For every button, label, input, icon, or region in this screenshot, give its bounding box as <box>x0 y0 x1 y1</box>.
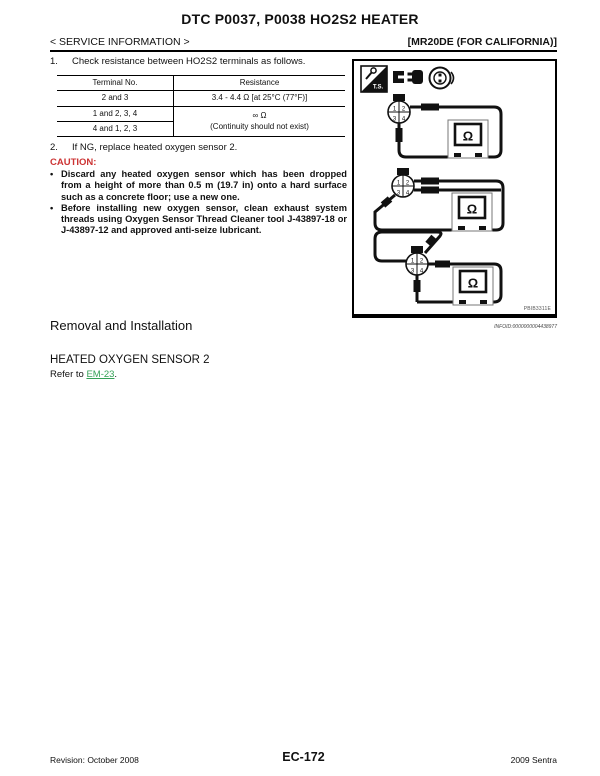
table-row <box>57 106 345 121</box>
model-label: 2009 Sentra <box>510 755 557 765</box>
pin-2: 2 <box>405 180 409 187</box>
connector-face-icon <box>429 68 453 89</box>
table-header-row <box>57 75 345 90</box>
pin-2: 2 <box>419 258 423 265</box>
refer-line <box>50 369 350 380</box>
connector-3 <box>406 246 428 275</box>
pin-3: 3 <box>410 268 414 275</box>
ohmmeter-3 <box>453 267 493 305</box>
step-1-text: Check resistance between HO2S2 terminals as follows. <box>72 56 306 67</box>
removal-section <box>50 318 350 380</box>
ts-tool-icon <box>361 66 387 92</box>
ohm-symbol: Ω <box>466 201 477 217</box>
service-information-label: < SERVICE INFORMATION > <box>50 36 190 48</box>
bullet-icon: • <box>50 202 54 213</box>
connector-1 <box>388 94 410 123</box>
circuit-diagram <box>355 62 555 310</box>
step-2-text: If NG, replace heated oxygen sensor 2. <box>72 142 238 154</box>
ohmmeter-1 <box>448 120 488 158</box>
caution-text: Before installing new oxygen sensor, clean exhaust system threads using Oxygen Sensor Thread Cleaner tool J-43897-18 or J-43897-12 and approved anti-seize lubricant. <box>61 202 347 236</box>
procedure-column <box>50 56 347 236</box>
header-row <box>50 36 557 48</box>
page-number: EC-172 <box>282 750 325 764</box>
ohm-symbol: Ω <box>462 128 473 144</box>
pin-4: 4 <box>401 116 405 123</box>
removal-heading: Removal and Installation <box>50 318 193 333</box>
page-title: DTC P0037, P0038 HO2S2 HEATER <box>181 11 419 27</box>
circuit-figure <box>352 59 557 318</box>
header-rule <box>50 50 557 52</box>
caution-list <box>50 169 347 236</box>
pin-3: 3 <box>396 190 400 197</box>
pin-1: 1 <box>410 258 414 265</box>
pin-4: 4 <box>405 190 409 197</box>
step-1-number: 1. <box>50 56 58 67</box>
bullet-icon: • <box>50 169 54 180</box>
em-23-link[interactable]: EM-23 <box>86 369 115 380</box>
figure-code: PBIB3311E <box>523 306 551 312</box>
pin-3: 3 <box>392 116 396 123</box>
removal-subheading: HEATED OXYGEN SENSOR 2 <box>50 354 210 366</box>
pin-1: 1 <box>396 180 400 187</box>
caution-label: CAUTION: <box>50 157 97 169</box>
engine-variant-label: [MR20DE (FOR CALIFORNIA)] <box>407 36 557 48</box>
resistance-table <box>57 75 345 138</box>
infoid-label: INFOID:0000000004438977 <box>494 324 557 330</box>
refer-prefix: Refer to <box>50 369 87 380</box>
terminal-cell: 1 and 2, 3, 4 <box>57 106 174 121</box>
page-footer <box>50 750 557 768</box>
resistance-merged-cell <box>174 106 346 137</box>
terminal-column-header: Terminal No. <box>57 75 174 90</box>
resistance-value: ∞ Ω <box>252 110 267 120</box>
disconnect-connector-icon <box>393 70 423 84</box>
caution-item <box>50 169 347 202</box>
connector-2 <box>392 168 414 197</box>
pin-4: 4 <box>419 268 423 275</box>
caution-item <box>50 203 347 236</box>
pin-2: 2 <box>401 106 405 113</box>
refer-suffix: . <box>114 369 118 380</box>
step-2 <box>50 142 347 154</box>
ohm-symbol: Ω <box>467 275 478 291</box>
terminal-cell: 4 and 1, 2, 3 <box>57 122 174 137</box>
revision-label: Revision: October 2008 <box>50 755 139 765</box>
resistance-cell: 3.4 - 4.4 Ω [at 25°C (77°F)] <box>174 91 346 106</box>
resistance-note: (Continuity should not exist) <box>210 121 309 131</box>
resistance-column-header: Resistance <box>174 75 346 90</box>
table-row <box>57 91 345 106</box>
ohmmeter-2 <box>452 193 492 231</box>
pin-1: 1 <box>392 106 396 113</box>
ts-label: T.S. <box>372 84 383 91</box>
terminal-cell: 2 and 3 <box>57 91 174 106</box>
caution-text: Discard any heated oxygen sensor which has been dropped from a height of more than 0.5 m (19.7 in) onto a hard surface such as a concrete floor; use a new one. <box>61 169 347 202</box>
step-2-number: 2. <box>50 142 58 154</box>
step-1 <box>50 56 347 68</box>
